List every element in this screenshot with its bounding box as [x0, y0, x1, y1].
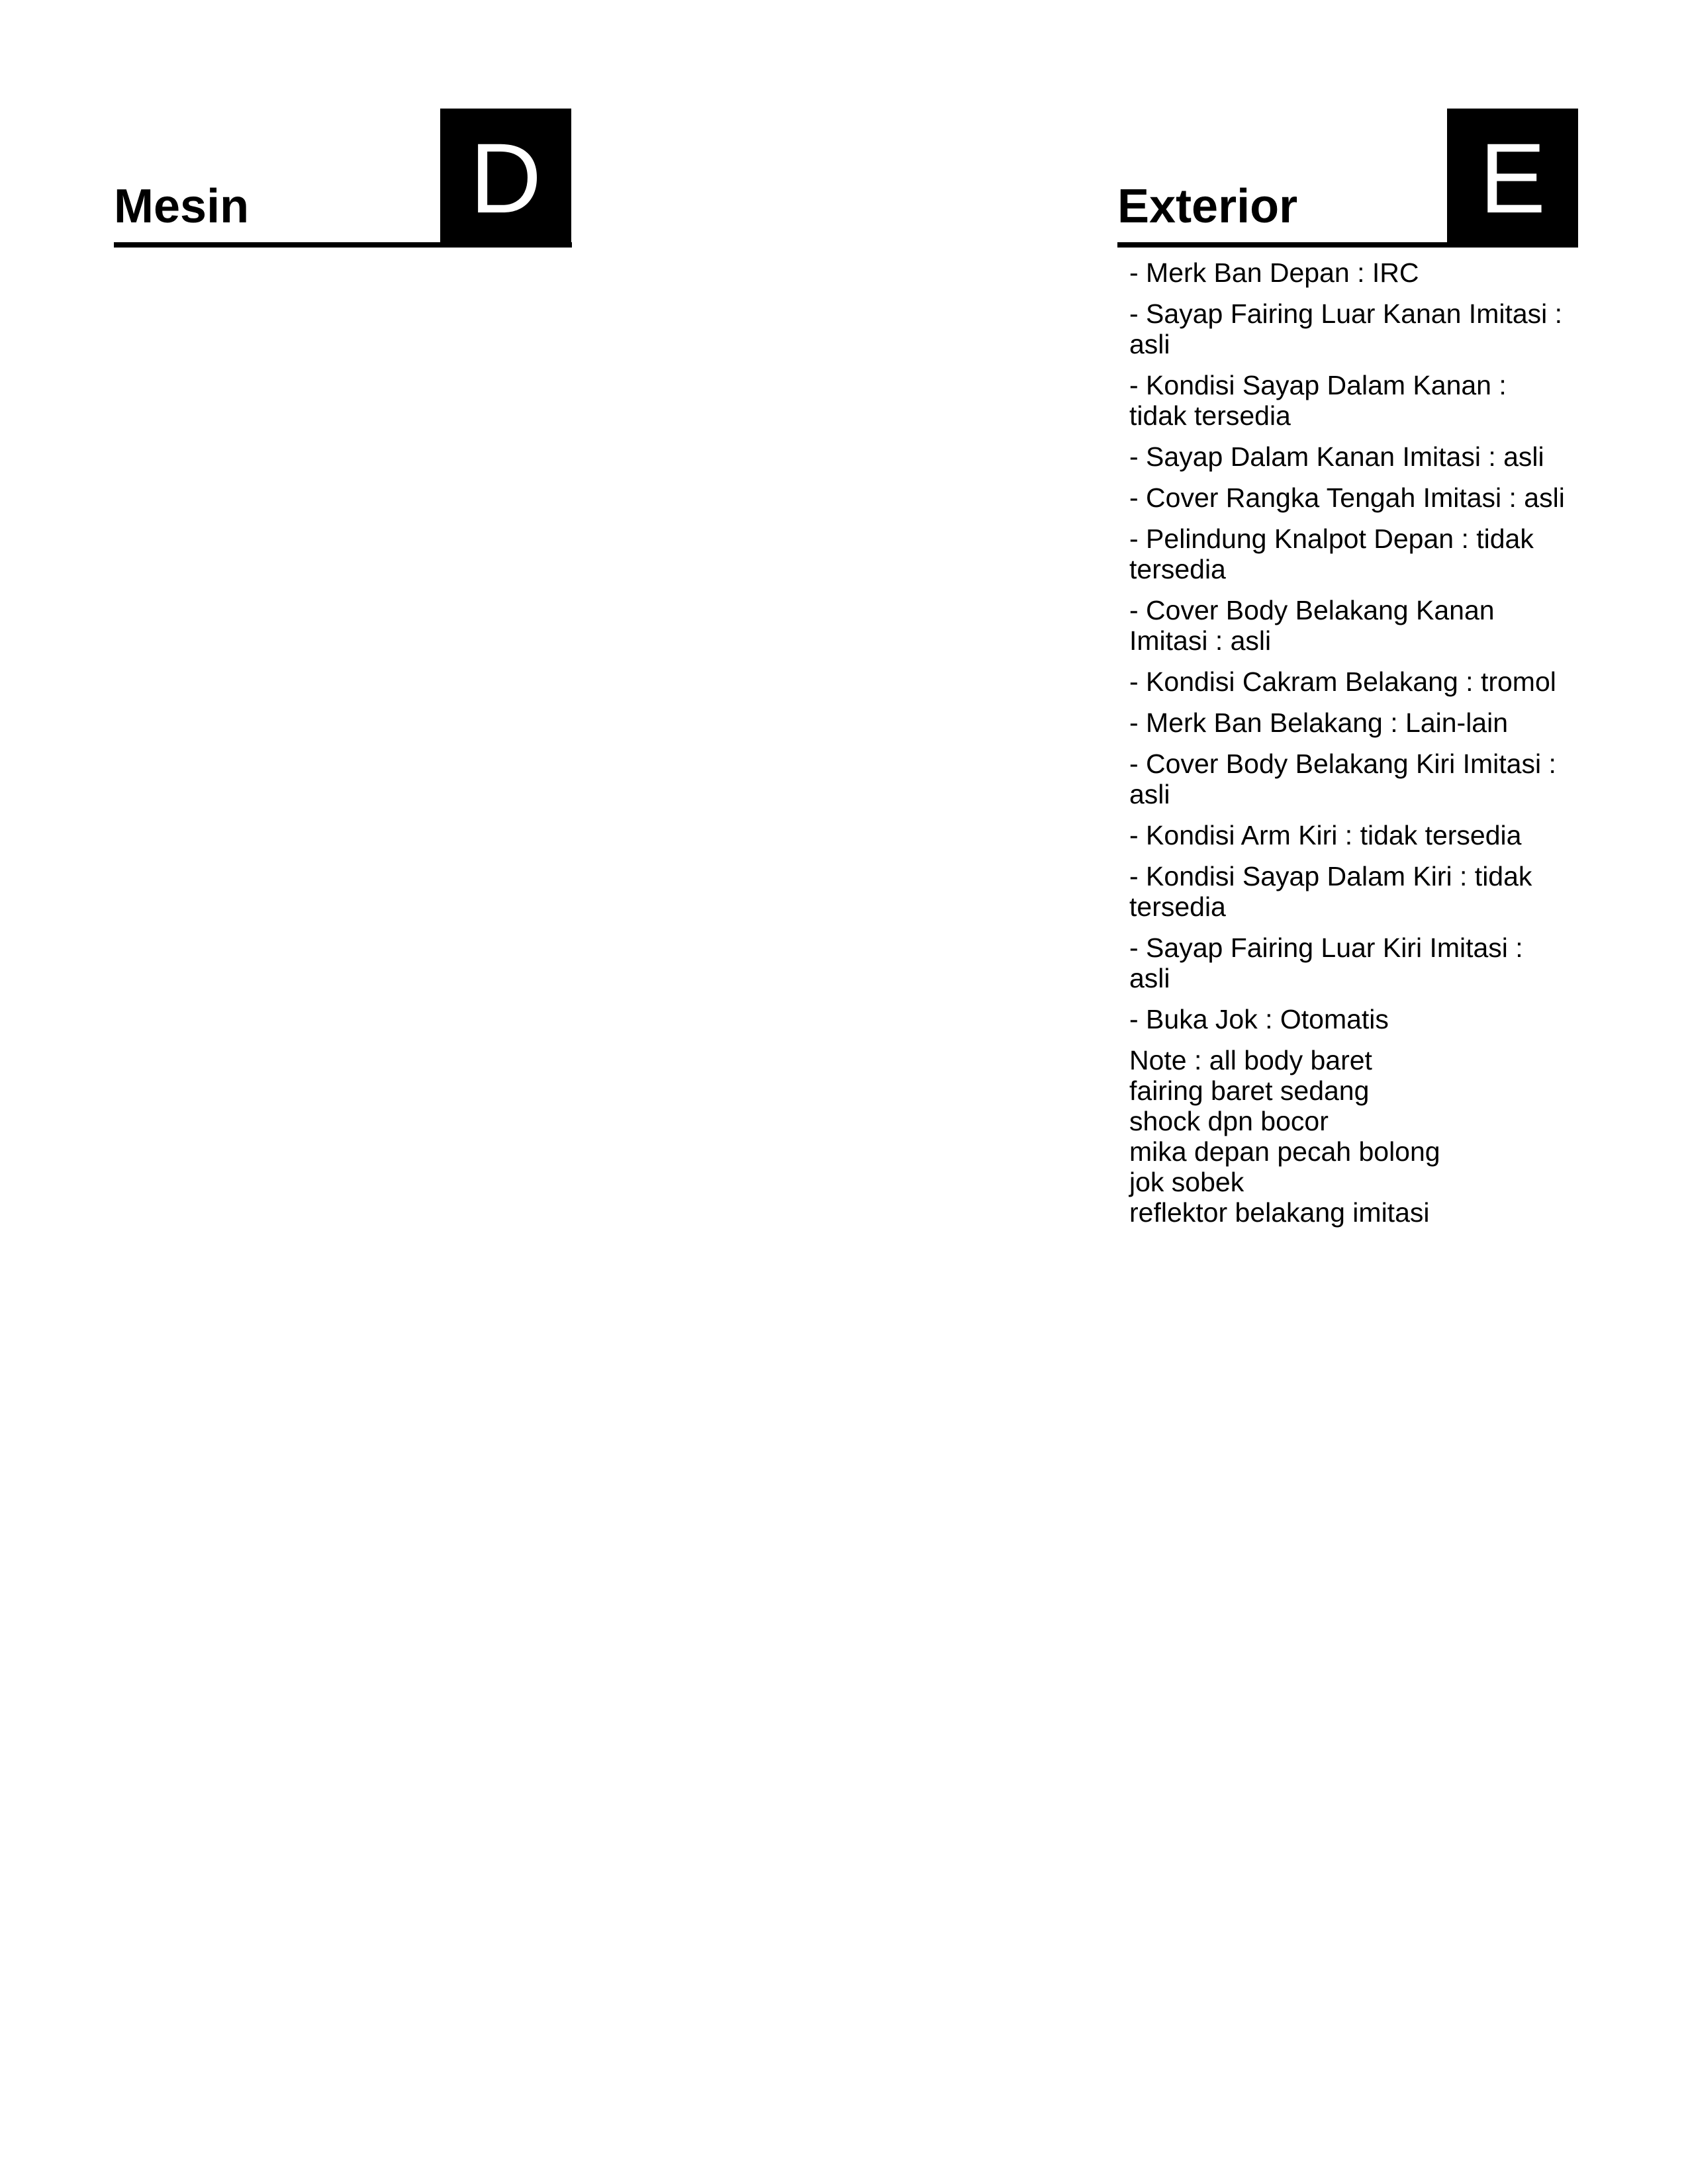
exterior-note — [1129, 1045, 1566, 1228]
note-line: reflektor belakang imitasi — [1129, 1197, 1430, 1228]
list-item: - Pelindung Knalpot Depan : tidak tersedia — [1129, 523, 1534, 584]
exterior-inspection-list — [1129, 257, 1566, 1228]
list-item: - Sayap Dalam Kanan Imitasi : asli — [1129, 441, 1544, 472]
note-line: fairing baret sedang — [1129, 1075, 1370, 1106]
list-item: - Cover Rangka Tengah Imitasi : asli — [1129, 482, 1565, 513]
list-item: - Sayap Fairing Luar Kiri Imitasi : asli — [1129, 933, 1523, 993]
list-item: - Sayap Fairing Luar Kanan Imitasi : asli — [1129, 298, 1563, 359]
mesin-section-header — [114, 109, 572, 248]
exterior-header-rule — [1117, 242, 1578, 248]
mesin-section-letter-badge: D — [440, 109, 571, 248]
note-line: Note : all body baret — [1129, 1045, 1372, 1075]
exterior-section-letter-badge: E — [1447, 109, 1578, 248]
exterior-section-header — [1117, 109, 1578, 248]
mesin-section-title: Mesin — [114, 180, 250, 233]
mesin-header-rule — [114, 242, 572, 248]
list-item: - Kondisi Cakram Belakang : tromol — [1129, 666, 1556, 697]
list-item: - Merk Ban Belakang : Lain-lain — [1129, 707, 1509, 738]
note-line: jok sobek — [1129, 1167, 1244, 1197]
list-item: - Buka Jok : Otomatis — [1129, 1004, 1389, 1034]
list-item: - Merk Ban Depan : IRC — [1129, 257, 1419, 288]
list-item: - Kondisi Sayap Dalam Kiri : tidak tersedia — [1129, 861, 1532, 922]
note-line: mika depan pecah bolong — [1129, 1136, 1440, 1167]
list-item: - Cover Body Belakang Kiri Imitasi : asli — [1129, 749, 1556, 809]
list-item: - Kondisi Arm Kiri : tidak tersedia — [1129, 820, 1522, 850]
exterior-section-title: Exterior — [1117, 180, 1298, 233]
list-item: - Kondisi Sayap Dalam Kanan : tidak tersedia — [1129, 370, 1507, 431]
list-item: - Cover Body Belakang Kanan Imitasi : asli — [1129, 595, 1495, 656]
note-line: shock dpn bocor — [1129, 1106, 1329, 1136]
